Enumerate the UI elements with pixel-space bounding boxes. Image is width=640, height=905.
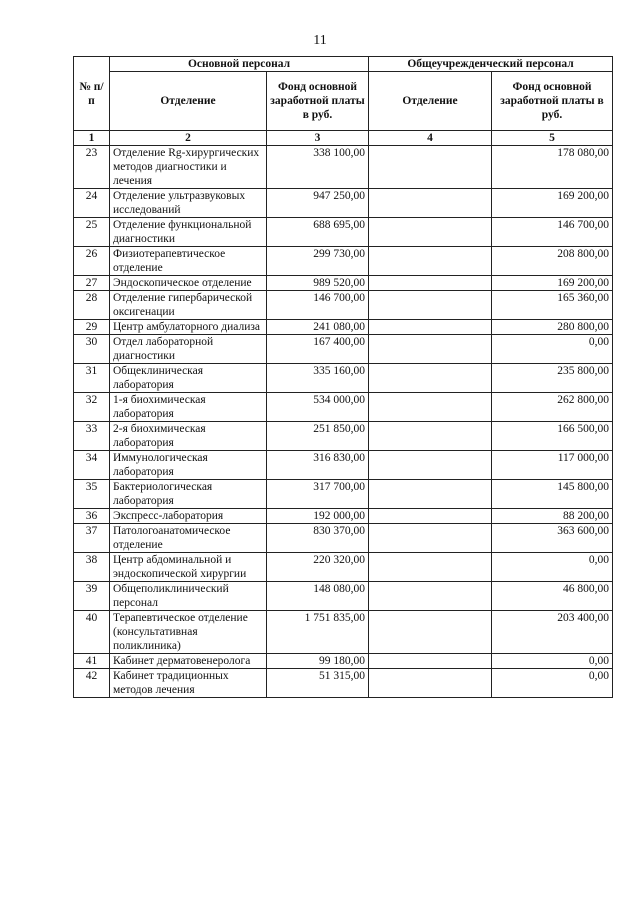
department-cell: Отделение Rg-хирургических методов диагностики и лечения — [110, 146, 267, 189]
main-fund-cell: 146 700,00 — [267, 291, 369, 320]
common-department-cell — [369, 146, 492, 189]
row-number-cell: 33 — [74, 422, 110, 451]
department-cell: Общеклиническая лаборатория — [110, 364, 267, 393]
table-row — [74, 480, 613, 509]
main-fund-cell: 299 730,00 — [267, 247, 369, 276]
common-department-cell — [369, 276, 492, 291]
common-fund-cell: 0,00 — [492, 654, 613, 669]
common-department-cell — [369, 669, 492, 698]
common-department-cell — [369, 509, 492, 524]
department-cell: Эндоскопическое отделение — [110, 276, 267, 291]
common-fund-cell: 166 500,00 — [492, 422, 613, 451]
header-fund-main: Фонд основной заработной платы в руб. — [267, 72, 369, 131]
common-department-cell — [369, 247, 492, 276]
department-cell: Экспресс-лаборатория — [110, 509, 267, 524]
table-row — [74, 422, 613, 451]
column-number: 3 — [267, 131, 369, 146]
department-cell: 1-я биохимическая лаборатория — [110, 393, 267, 422]
common-fund-cell: 178 080,00 — [492, 146, 613, 189]
table-row — [74, 393, 613, 422]
table-row — [74, 611, 613, 654]
department-cell: Отделение ультразвуковых исследований — [110, 189, 267, 218]
common-department-cell — [369, 451, 492, 480]
row-number-cell: 23 — [74, 146, 110, 189]
main-fund-cell: 51 315,00 — [267, 669, 369, 698]
header-dept-common: Отделение — [369, 72, 492, 131]
department-cell: 2-я биохимическая лаборатория — [110, 422, 267, 451]
header-group-main-staff: Основной персонал — [110, 57, 369, 72]
header-col-no: № п/п — [74, 57, 110, 131]
main-fund-cell: 167 400,00 — [267, 335, 369, 364]
common-department-cell — [369, 393, 492, 422]
department-cell: Иммунологическая лаборатория — [110, 451, 267, 480]
table-row — [74, 654, 613, 669]
row-number-cell: 38 — [74, 553, 110, 582]
common-fund-cell: 363 600,00 — [492, 524, 613, 553]
main-fund-cell: 1 751 835,00 — [267, 611, 369, 654]
common-fund-cell: 165 360,00 — [492, 291, 613, 320]
department-cell: Терапевтическое отделение (консультативная поликлиника) — [110, 611, 267, 654]
row-number-cell: 26 — [74, 247, 110, 276]
row-number-cell: 29 — [74, 320, 110, 335]
table-row — [74, 320, 613, 335]
header-fund-common: Фонд основной заработной платы в руб. — [492, 72, 613, 131]
row-number-cell: 42 — [74, 669, 110, 698]
common-fund-cell: 169 200,00 — [492, 276, 613, 291]
common-fund-cell: 208 800,00 — [492, 247, 613, 276]
common-department-cell — [369, 422, 492, 451]
payroll-fund-table — [73, 56, 613, 698]
common-department-cell — [369, 320, 492, 335]
row-number-cell: 39 — [74, 582, 110, 611]
row-number-cell: 34 — [74, 451, 110, 480]
common-fund-cell: 146 700,00 — [492, 218, 613, 247]
table-row — [74, 291, 613, 320]
table-row — [74, 335, 613, 364]
main-fund-cell: 316 830,00 — [267, 451, 369, 480]
row-number-cell: 30 — [74, 335, 110, 364]
main-fund-cell: 335 160,00 — [267, 364, 369, 393]
table-row — [74, 146, 613, 189]
main-fund-cell: 989 520,00 — [267, 276, 369, 291]
department-cell: Кабинет дерматовенеролога — [110, 654, 267, 669]
common-fund-cell: 262 800,00 — [492, 393, 613, 422]
header-dept-main: Отделение — [110, 72, 267, 131]
header-group-common-staff: Общеучрежденческий персонал — [369, 57, 613, 72]
common-fund-cell: 0,00 — [492, 669, 613, 698]
main-fund-cell: 148 080,00 — [267, 582, 369, 611]
row-number-cell: 28 — [74, 291, 110, 320]
department-cell: Кабинет традиционных методов лечения — [110, 669, 267, 698]
main-fund-cell: 830 370,00 — [267, 524, 369, 553]
common-fund-cell: 280 800,00 — [492, 320, 613, 335]
main-fund-cell: 338 100,00 — [267, 146, 369, 189]
main-fund-cell: 220 320,00 — [267, 553, 369, 582]
common-fund-cell: 235 800,00 — [492, 364, 613, 393]
common-department-cell — [369, 553, 492, 582]
column-number-row — [74, 131, 613, 146]
common-fund-cell: 46 800,00 — [492, 582, 613, 611]
table-row — [74, 218, 613, 247]
common-fund-cell: 169 200,00 — [492, 189, 613, 218]
table-row — [74, 509, 613, 524]
common-department-cell — [369, 582, 492, 611]
department-cell: Бактериологическая лаборатория — [110, 480, 267, 509]
common-department-cell — [369, 218, 492, 247]
table-row — [74, 189, 613, 218]
row-number-cell: 35 — [74, 480, 110, 509]
common-department-cell — [369, 189, 492, 218]
table-row — [74, 553, 613, 582]
department-cell: Центр амбулаторного диализа — [110, 320, 267, 335]
department-cell: Отделение гипербарической оксигенации — [110, 291, 267, 320]
common-department-cell — [369, 291, 492, 320]
row-number-cell: 32 — [74, 393, 110, 422]
table-body — [74, 146, 613, 698]
common-fund-cell: 117 000,00 — [492, 451, 613, 480]
column-number: 1 — [74, 131, 110, 146]
common-fund-cell: 88 200,00 — [492, 509, 613, 524]
row-number-cell: 24 — [74, 189, 110, 218]
main-fund-cell: 251 850,00 — [267, 422, 369, 451]
column-number: 5 — [492, 131, 613, 146]
common-fund-cell: 145 800,00 — [492, 480, 613, 509]
common-department-cell — [369, 480, 492, 509]
main-fund-cell: 99 180,00 — [267, 654, 369, 669]
main-fund-cell: 688 695,00 — [267, 218, 369, 247]
row-number-cell: 36 — [74, 509, 110, 524]
common-fund-cell: 203 400,00 — [492, 611, 613, 654]
table-row — [74, 276, 613, 291]
common-fund-cell: 0,00 — [492, 553, 613, 582]
common-department-cell — [369, 364, 492, 393]
page-number: 11 — [313, 33, 327, 48]
table-row — [74, 364, 613, 393]
table-row — [74, 247, 613, 276]
department-cell: Общеполиклинический персонал — [110, 582, 267, 611]
column-number: 2 — [110, 131, 267, 146]
department-cell: Патологоанатомическое отделение — [110, 524, 267, 553]
department-cell: Физиотерапевтическое отделение — [110, 247, 267, 276]
table-row — [74, 582, 613, 611]
main-fund-cell: 192 000,00 — [267, 509, 369, 524]
row-number-cell: 27 — [74, 276, 110, 291]
common-department-cell — [369, 524, 492, 553]
common-department-cell — [369, 611, 492, 654]
row-number-cell: 40 — [74, 611, 110, 654]
department-cell: Отделение функциональной диагностики — [110, 218, 267, 247]
table-row — [74, 524, 613, 553]
department-cell: Отдел лабораторной диагностики — [110, 335, 267, 364]
row-number-cell: 41 — [74, 654, 110, 669]
column-number: 4 — [369, 131, 492, 146]
main-fund-cell: 317 700,00 — [267, 480, 369, 509]
row-number-cell: 37 — [74, 524, 110, 553]
department-cell: Центр абдоминальной и эндоскопической хирургии — [110, 553, 267, 582]
table-row — [74, 669, 613, 698]
common-department-cell — [369, 654, 492, 669]
main-fund-cell: 947 250,00 — [267, 189, 369, 218]
main-fund-cell: 241 080,00 — [267, 320, 369, 335]
row-number-cell: 31 — [74, 364, 110, 393]
row-number-cell: 25 — [74, 218, 110, 247]
common-department-cell — [369, 335, 492, 364]
main-fund-cell: 534 000,00 — [267, 393, 369, 422]
common-fund-cell: 0,00 — [492, 335, 613, 364]
table-row — [74, 451, 613, 480]
